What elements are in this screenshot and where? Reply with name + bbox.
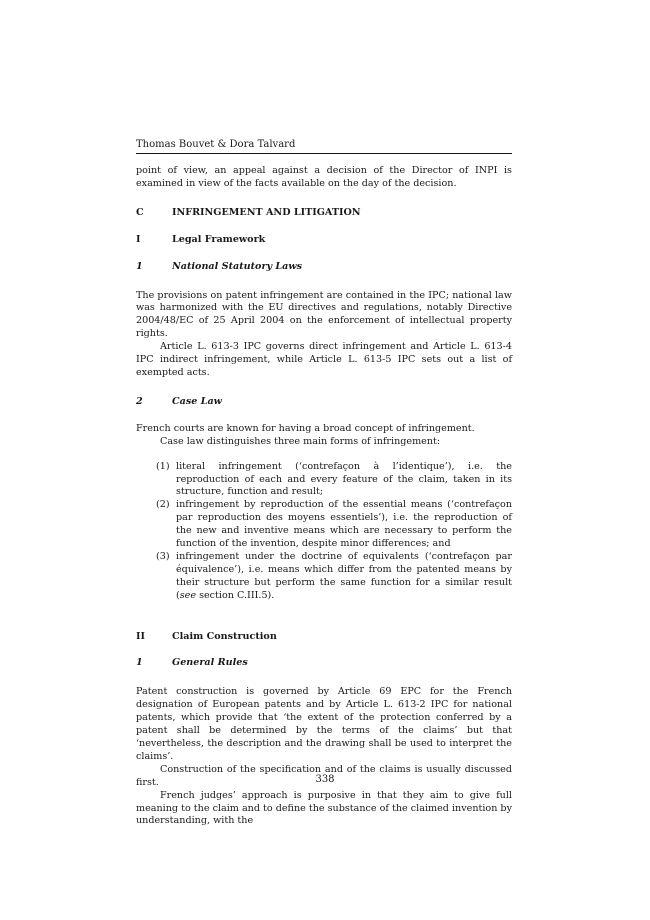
section-title: Claim Construction (172, 630, 277, 642)
section-heading-i (136, 234, 512, 247)
header-rule (136, 153, 512, 154)
list-marker: (3) (156, 550, 170, 562)
list-item-text: literal infringement (‘contrefaçon à l’identique’), i.e. the reproduction of each and every feature of the claim, taken in its structure, function and result; (176, 460, 512, 498)
subsection-heading-case-law (136, 396, 512, 409)
subsection-heading-general-rules (136, 657, 512, 670)
subsection-number: 2 (136, 395, 143, 407)
subsection-heading-national-laws (136, 261, 512, 274)
subsection-title: National Statutory Laws (172, 260, 303, 272)
section-title: Legal Framework (172, 233, 266, 245)
paragraph-case-law-1: French courts are known for having a broad concept of infringement. (136, 422, 475, 434)
subsection-title: General Rules (172, 657, 248, 669)
paragraph-rules-3: French judges’ approach is purposive in that they aim to give full meaning to the claim and to define the substance of the claimed invention by understanding, with the (136, 789, 512, 827)
list-marker: (1) (156, 460, 170, 472)
list-item-text: infringement by reproduction of the essential means (‘contrefaçon par reproduction des moyens essentiels’), i.e. the reproduction of the new and inventive means which are necessary to perform the function of the invention, despite minor differences; and (176, 499, 512, 550)
subsection-number: 1 (136, 657, 143, 669)
paragraph-statutory-1: The provisions on patent infringement are contained in the IPC; national law was harmonized with the EU directives and regulations, notably Directive 2004/48/EC of 25 April 2004 on the enforcement of intellectual property rights. (136, 289, 512, 340)
section-title: INFRINGEMENT AND LITIGATION (172, 206, 361, 218)
paragraph-statutory-2: Article L. 613-3 IPC governs direct infringement and Article L. 613-4 IPC indirect infringement, while Article L. 613-5 IPC sets out a list of exempted acts. (136, 341, 512, 378)
paragraph-rules-1: Patent construction is governed by Article 69 EPC for the French designation of European patents and by Article L. 613-2 IPC for national patents, which provide that ‘the extent of the protection conferred by a patent shall be determined by the terms of the claims’ but that ‘nevertheless, the description and the drawing shall be used to interpret the claims’. (136, 686, 512, 762)
paragraph-intro: point of view, an appeal against a decision of the Director of INPI is examined in view of the facts available on the day of the decision. (136, 165, 512, 189)
paragraph-rules-2: Construction of the specification and of the claims is usually discussed first. (136, 763, 512, 788)
list-marker: (2) (156, 499, 170, 511)
section-number: II (136, 630, 145, 642)
section-number: I (136, 233, 141, 245)
list-item (136, 461, 512, 500)
infringement-forms-list (136, 461, 512, 603)
section-heading-c (136, 207, 512, 220)
page-number: 338 (315, 774, 335, 785)
subsection-number: 1 (136, 260, 143, 272)
running-head: Thomas Bouvet & Dora Talvard (136, 139, 296, 150)
list-item (136, 499, 512, 551)
page-body (136, 165, 512, 828)
section-heading-ii (136, 631, 512, 644)
subsection-title: Case Law (172, 395, 222, 407)
list-item-text-end: section C.III.5). (196, 589, 275, 601)
list-item-text: infringement under the doctrine of equivalents (‘contrefaçon par équivalence’), i.e. means which differ from the patented means by their structure but perform the same function for a similar result ( (176, 550, 512, 601)
paragraph-case-law-2: Case law distinguishes three main forms of infringement: (160, 435, 441, 447)
list-item (136, 551, 512, 603)
section-number: C (136, 206, 144, 218)
see-reference: see (179, 589, 197, 601)
